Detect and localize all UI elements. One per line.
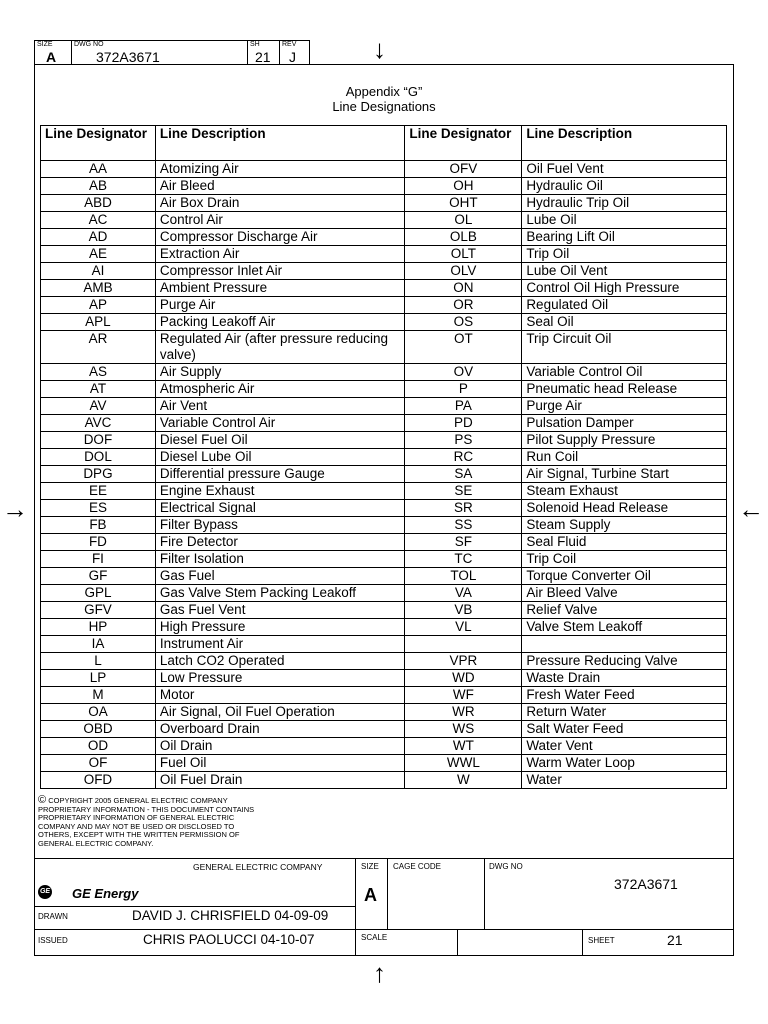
cell-designator: IA <box>41 636 156 653</box>
cell-designator: OFD <box>41 772 156 789</box>
header-rev-cell <box>279 40 310 65</box>
cell-designator: PA <box>405 398 522 415</box>
cell-designator: P <box>405 381 522 398</box>
cell-description: Oil Fuel Drain <box>155 772 405 789</box>
footer-cage-label: CAGE CODE <box>393 862 442 871</box>
cell-designator: L <box>41 653 156 670</box>
cell-designator: OFV <box>405 161 522 178</box>
cell-designator: AD <box>41 229 156 246</box>
cell-designator: LP <box>41 670 156 687</box>
column-header-designator: Line Designator <box>405 126 522 161</box>
cell-designator: EE <box>41 483 156 500</box>
header-size-label: SIZE <box>37 41 53 48</box>
cell-designator: VA <box>405 585 522 602</box>
cell-description: Pilot Supply Pressure <box>522 432 727 449</box>
appendix-subtitle: Line Designations <box>332 99 436 114</box>
footer-divider <box>34 858 734 859</box>
copyright-line: PROPRIETARY INFORMATION OF GENERAL ELECTRIC <box>38 813 235 822</box>
cell-designator: SF <box>405 534 522 551</box>
cell-description: Engine Exhaust <box>155 483 405 500</box>
cell-description: Filter Bypass <box>155 517 405 534</box>
cell-designator: WR <box>405 704 522 721</box>
cell-description: Gas Valve Stem Packing Leakoff <box>155 585 405 602</box>
cell-description: Fire Detector <box>155 534 405 551</box>
copyright-line: COPYRIGHT 2005 GENERAL ELECTRIC COMPANY <box>48 796 228 805</box>
cell-description: Water Vent <box>522 738 727 755</box>
table-row <box>41 534 727 551</box>
table-row <box>41 483 727 500</box>
table-row <box>41 755 727 772</box>
column-header-description: Line Description <box>155 126 405 161</box>
cell-designator: FI <box>41 551 156 568</box>
cell-designator: OD <box>41 738 156 755</box>
cell-designator: AVC <box>41 415 156 432</box>
cell-designator: OLB <box>405 229 522 246</box>
cell-description: Low Pressure <box>155 670 405 687</box>
cell-designator: OH <box>405 178 522 195</box>
footer-issued-value: CHRIS PAOLUCCI 04-10-07 <box>143 932 315 947</box>
cell-designator: PD <box>405 415 522 432</box>
cell-designator: M <box>41 687 156 704</box>
table-header-row <box>41 126 727 161</box>
cell-designator: WT <box>405 738 522 755</box>
cell-description: Hydraulic Trip Oil <box>522 195 727 212</box>
cell-description: Pressure Reducing Valve <box>522 653 727 670</box>
cell-designator: DOF <box>41 432 156 449</box>
table-row <box>41 246 727 263</box>
cell-designator: OV <box>405 364 522 381</box>
header-size-value: A <box>46 49 57 65</box>
cell-designator: WWL <box>405 755 522 772</box>
cell-designator: OLT <box>405 246 522 263</box>
cell-description: Instrument Air <box>155 636 405 653</box>
cell-description: Atomizing Air <box>155 161 405 178</box>
cell-description: Pulsation Damper <box>522 415 727 432</box>
cell-description: Run Coil <box>522 449 727 466</box>
cell-designator: VPR <box>405 653 522 670</box>
cell-description: Regulated Air (after pressure reducing valve) <box>155 331 405 364</box>
cell-designator: TC <box>405 551 522 568</box>
footer-dwg-label: DWG NO <box>489 862 523 871</box>
footer-divider <box>582 929 583 955</box>
cell-description: Valve Stem Leakoff <box>522 619 727 636</box>
table-row <box>41 772 727 789</box>
cell-designator: FB <box>41 517 156 534</box>
cell-designator: OHT <box>405 195 522 212</box>
cell-designator: OR <box>405 297 522 314</box>
cell-designator: OT <box>405 331 522 364</box>
cell-description: Oil Drain <box>155 738 405 755</box>
cell-designator: OF <box>41 755 156 772</box>
cell-designator: SA <box>405 466 522 483</box>
table-row <box>41 738 727 755</box>
right-center-arrow-icon: ← <box>738 494 764 524</box>
table-row <box>41 704 727 721</box>
cell-description: Trip Circuit Oil <box>522 331 727 364</box>
cell-designator: TOL <box>405 568 522 585</box>
cell-designator: OLV <box>405 263 522 280</box>
footer-dwg-value: 372A3671 <box>614 876 678 892</box>
footer-issued-label: ISSUED <box>38 936 68 945</box>
table-row <box>41 432 727 449</box>
header-rev-label: REV <box>282 41 297 48</box>
table-row <box>41 331 727 364</box>
cell-designator: WF <box>405 687 522 704</box>
table-row <box>41 636 727 653</box>
table-row <box>41 178 727 195</box>
cell-description: Filter Isolation <box>155 551 405 568</box>
cell-designator: AA <box>41 161 156 178</box>
cell-description: Motor <box>155 687 405 704</box>
table-row <box>41 670 727 687</box>
cell-designator: GFV <box>41 602 156 619</box>
cell-designator: PS <box>405 432 522 449</box>
cell-description: Bearing Lift Oil <box>522 229 727 246</box>
table-row <box>41 585 727 602</box>
table-row <box>41 500 727 517</box>
table-row <box>41 653 727 670</box>
header-dwg-label: DWG NO <box>74 41 104 48</box>
copyright-line: GENERAL ELECTRIC COMPANY. <box>38 838 154 848</box>
table-row <box>41 381 727 398</box>
table-row <box>41 466 727 483</box>
bottom-center-arrow-icon: ↑ <box>373 958 386 988</box>
cell-designator: AMB <box>41 280 156 297</box>
header-size-cell <box>34 40 72 65</box>
cell-description: Atmospheric Air <box>155 381 405 398</box>
cell-description: Lube Oil <box>522 212 727 229</box>
header-rev-value: J <box>289 49 296 65</box>
table-row <box>41 619 727 636</box>
header-sh-cell <box>247 40 280 65</box>
cell-description: Pneumatic head Release <box>522 381 727 398</box>
column-header-designator: Line Designator <box>41 126 156 161</box>
table-row <box>41 280 727 297</box>
cell-designator <box>405 636 522 653</box>
cell-description <box>522 636 727 653</box>
copyright-line: OTHERS, EXCEPT WITH THE WRITTEN PERMISSION OF <box>38 830 240 839</box>
table-row <box>41 551 727 568</box>
cell-designator: OA <box>41 704 156 721</box>
cell-description: Fresh Water Feed <box>522 687 727 704</box>
footer-scale-label: SCALE <box>361 933 388 942</box>
cell-description: Air Signal, Oil Fuel Operation <box>155 704 405 721</box>
cell-description: Air Bleed <box>155 178 405 195</box>
cell-description: Compressor Discharge Air <box>155 229 405 246</box>
cell-designator: SR <box>405 500 522 517</box>
cell-designator: AP <box>41 297 156 314</box>
cell-designator: AI <box>41 263 156 280</box>
header-dwg-value: 372A3671 <box>96 49 160 65</box>
cell-description: Diesel Lube Oil <box>155 449 405 466</box>
column-header-description: Line Description <box>522 126 727 161</box>
cell-designator: RC <box>405 449 522 466</box>
cell-description: Control Oil High Pressure <box>522 280 727 297</box>
table-row <box>41 517 727 534</box>
cell-designator: ABD <box>41 195 156 212</box>
cell-designator: ON <box>405 280 522 297</box>
cell-description: Trip Oil <box>522 246 727 263</box>
cell-description: Regulated Oil <box>522 297 727 314</box>
footer-drawn-label: DRAWN <box>38 912 68 921</box>
table-row <box>41 212 727 229</box>
table-row <box>41 687 727 704</box>
cell-designator: VB <box>405 602 522 619</box>
cell-designator: GPL <box>41 585 156 602</box>
cell-description: Diesel Fuel Oil <box>155 432 405 449</box>
table-body <box>41 161 727 789</box>
cell-designator: AT <box>41 381 156 398</box>
ge-logo-icon: GE <box>38 885 52 899</box>
cell-description: Variable Control Oil <box>522 364 727 381</box>
cell-description: Salt Water Feed <box>522 721 727 738</box>
left-center-arrow-icon: → <box>2 494 28 524</box>
footer-divider <box>387 858 388 929</box>
cell-description: Gas Fuel <box>155 568 405 585</box>
footer-divider <box>355 858 356 955</box>
cell-description: Torque Converter Oil <box>522 568 727 585</box>
cell-designator: WD <box>405 670 522 687</box>
cell-description: Relief Valve <box>522 602 727 619</box>
cell-description: Air Supply <box>155 364 405 381</box>
table-row <box>41 314 727 331</box>
cell-description: Extraction Air <box>155 246 405 263</box>
cell-designator: ES <box>41 500 156 517</box>
cell-designator: AE <box>41 246 156 263</box>
copyright-icon: © <box>38 794 47 806</box>
copyright-line: COMPANY AND MAY NOT BE USED OR DISCLOSED TO <box>38 821 235 831</box>
table-row <box>41 229 727 246</box>
cell-description: Air Vent <box>155 398 405 415</box>
cell-designator: WS <box>405 721 522 738</box>
cell-designator: AC <box>41 212 156 229</box>
cell-description: Return Water <box>522 704 727 721</box>
footer-sheet-label: SHEET <box>588 936 615 945</box>
cell-description: Gas Fuel Vent <box>155 602 405 619</box>
cell-designator: VL <box>405 619 522 636</box>
cell-description: Air Box Drain <box>155 195 405 212</box>
table-row <box>41 449 727 466</box>
cell-description: Ambient Pressure <box>155 280 405 297</box>
cell-designator: OS <box>405 314 522 331</box>
cell-description: Waste Drain <box>522 670 727 687</box>
footer-divider <box>34 929 734 930</box>
table-row <box>41 161 727 178</box>
cell-designator: W <box>405 772 522 789</box>
cell-designator: AR <box>41 331 156 364</box>
table-row <box>41 398 727 415</box>
cell-description: Steam Exhaust <box>522 483 727 500</box>
cell-description: Purge Air <box>155 297 405 314</box>
cell-designator: SS <box>405 517 522 534</box>
cell-description: Water <box>522 772 727 789</box>
cell-description: Purge Air <box>522 398 727 415</box>
cell-designator: AS <box>41 364 156 381</box>
cell-description: Air Signal, Turbine Start <box>522 466 727 483</box>
table-row <box>41 263 727 280</box>
footer-size-label: SIZE <box>361 862 379 871</box>
cell-description: Overboard Drain <box>155 721 405 738</box>
cell-designator: GF <box>41 568 156 585</box>
top-center-arrow-icon: ↓ <box>373 34 386 64</box>
table-row <box>41 415 727 432</box>
cell-designator: APL <box>41 314 156 331</box>
table-row <box>41 568 727 585</box>
cell-designator: DPG <box>41 466 156 483</box>
cell-description: Lube Oil Vent <box>522 263 727 280</box>
table-row <box>41 721 727 738</box>
cell-designator: FD <box>41 534 156 551</box>
cell-description: Differential pressure Gauge <box>155 466 405 483</box>
table-row <box>41 297 727 314</box>
footer-divider <box>34 906 355 907</box>
cell-description: Seal Fluid <box>522 534 727 551</box>
cell-description: Seal Oil <box>522 314 727 331</box>
cell-description: Latch CO2 Operated <box>155 653 405 670</box>
footer-size-value: A <box>364 885 377 905</box>
cell-description: Solenoid Head Release <box>522 500 727 517</box>
cell-description: Variable Control Air <box>155 415 405 432</box>
table-row <box>41 364 727 381</box>
cell-designator: HP <box>41 619 156 636</box>
cell-designator: AV <box>41 398 156 415</box>
cell-designator: OBD <box>41 721 156 738</box>
cell-designator: DOL <box>41 449 156 466</box>
header-sh-label: SH <box>250 41 260 48</box>
header-dwg-cell <box>71 40 248 65</box>
cell-description: Control Air <box>155 212 405 229</box>
table-row <box>41 195 727 212</box>
cell-designator: OL <box>405 212 522 229</box>
footer-divider <box>457 929 458 955</box>
footer-company: GENERAL ELECTRIC COMPANY <box>193 862 323 872</box>
table-row <box>41 602 727 619</box>
footer-divider <box>484 858 485 929</box>
cell-description: High Pressure <box>155 619 405 636</box>
appendix-title: Appendix “G” <box>345 84 423 99</box>
cell-description: Packing Leakoff Air <box>155 314 405 331</box>
cell-description: Electrical Signal <box>155 500 405 517</box>
cell-description: Compressor Inlet Air <box>155 263 405 280</box>
footer-brand: GE Energy <box>72 886 139 901</box>
footer-drawn-value: DAVID J. CHRISFIELD 04-09-09 <box>132 908 329 923</box>
cell-description: Oil Fuel Vent <box>522 161 727 178</box>
cell-description: Warm Water Loop <box>522 755 727 772</box>
copyright-notice <box>38 796 338 848</box>
copyright-line: PROPRIETARY INFORMATION - THIS DOCUMENT CONTAINS <box>38 804 255 814</box>
cell-designator: AB <box>41 178 156 195</box>
header-sh-value: 21 <box>255 49 271 65</box>
cell-description: Steam Supply <box>522 517 727 534</box>
footer-sheet-value: 21 <box>667 932 683 948</box>
cell-description: Trip Coil <box>522 551 727 568</box>
cell-designator: SE <box>405 483 522 500</box>
cell-description: Air Bleed Valve <box>522 585 727 602</box>
line-designations-table <box>40 125 727 789</box>
cell-description: Hydraulic Oil <box>522 178 727 195</box>
cell-description: Fuel Oil <box>155 755 405 772</box>
